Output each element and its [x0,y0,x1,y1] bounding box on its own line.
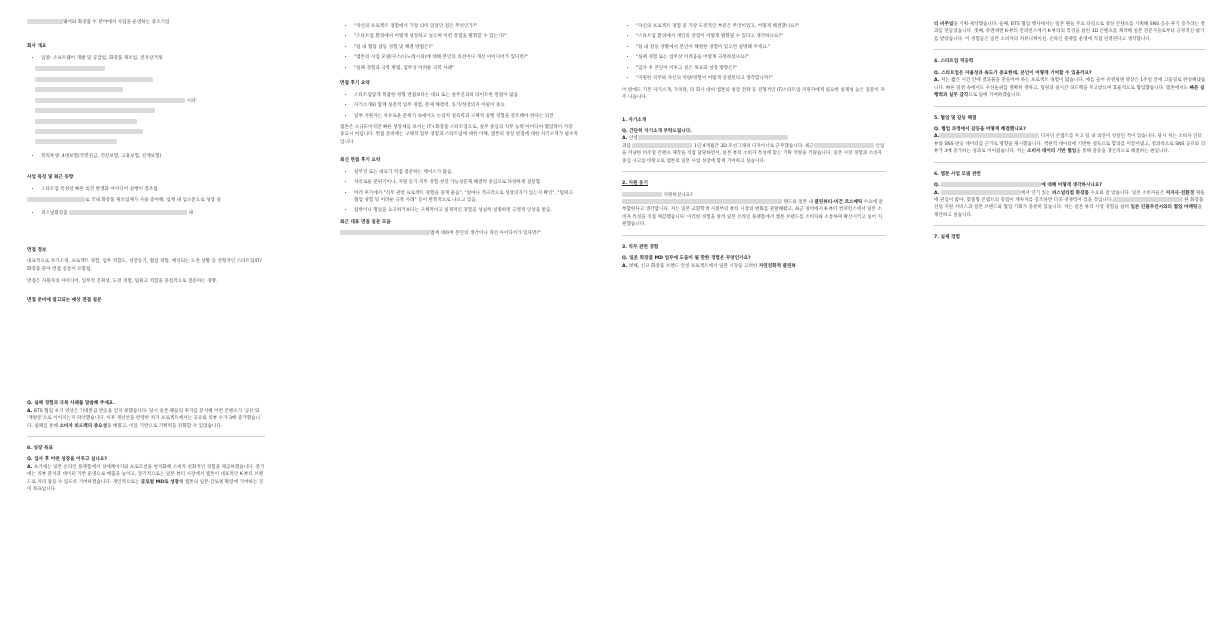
list-item-text: "실패 경험과 극복 방법, 업무상 어려운 극복 사례" [354,65,455,71]
paragraph [27,197,265,204]
list-item-text: 스타트업 특성상 빠른 의견 반영과 아이디어 실행이 강조됨 [41,186,158,192]
list-item-text: 자유로운 분위기이나, 지원 동기·직무 경험·성장 가능성문제 해결력 중심으로 다양하게 질문함. [354,180,542,186]
section-heading: 면접 준비에 참고되는 예상 면접 질문 [27,297,102,303]
section-heading: 최근 대표 면접 질문 모음 [340,219,391,225]
list-item-text: "실패 경험 또는 업무상 어려움을 어떻게 극복하셨나요?" [636,55,750,61]
paragraph [340,230,578,237]
section-heading: 최신 면접 후기 요약 [340,158,381,164]
divider [622,235,886,236]
redacted-text [35,119,137,124]
section-heading: 3. 직무 관련 경험 [622,244,659,250]
paragraph [27,278,265,285]
paragraph [27,258,265,273]
section-heading: 면접 정보 [27,248,47,253]
question-title: Q. 간단히 자기소개 부탁드립니다. [622,128,692,134]
section-heading: 7. 실제 경험 [934,235,960,241]
list-item-text: "입사 후 본인이 이루고 싶은 목표와 성장 방향은?" [636,65,738,71]
section-heading: 2. 지원 동기 [622,181,648,187]
answer-text: A. BTS 협업 초기 영상은 기대만큼 반응을 얻지 못했습니다. 당시 일본 팬들의 후기를 분석해 어떤 콘텐츠가 '공유'와 '재방문'으로 이어지는지 파악했습니다. 이후 개선안을 반영한 차기 프로젝트에서는 공유와 리뷰 수가 3배 증가했습니다. 실패를 통해 소비자 피드백의 중요성을 배웠고, 이를 기반으로 기획력을 강화할 수 있었습니다. [27,408,261,429]
question-title: Q. 에 대해 어떻게 생각하시나요? [934,183,1102,189]
redacted-text [340,230,430,235]
list-item-text: "팀 내 갈등 상황에서 본인이 해결한 경험이 있으면 설명해 주세요." [636,44,771,50]
section-heading: 회사 개요 [27,44,47,50]
list-item [636,75,886,82]
list-item-text: "스타트업 환경에서 개인의 강점이 어떻게 발휘될 수 있다고 생각하나요?" [636,34,784,40]
list-item [636,65,886,72]
answer-text: A. 디자인 콘셉트를 두고 팀 내 의견이 엇갈린 적이 있습니다. 당시 저는 소비자 인터뷰와 SNS 반응 데이터를 근거로 방향을 제시했습니다. 객관적 데이터에 기반한 설득으로 합의를 이끌어냈고, 결과적으로 SNS 공유와 리뷰가 3배 증가하는 성과로 이어졌습니다. 저는 소비자 데이터 기반 협업을 통해 갈등을 생산적으로 해결하는 편입니다. [934,134,1206,155]
redacted-line [35,66,265,73]
redacted-text [27,197,85,202]
list-item [354,190,578,205]
list-item-text: "자신의 프로젝트 경험 중 가장 도전적인 부분은 무엇이었고, 어떻게 해결했나요?" [636,24,800,29]
list-item-text: 자기소개와 함께 실전적 업무 경험, 문제 해결력, 동기/성장의지 어필이 중요 [354,103,505,109]
list-item-text: 실무진 또는 대표가 직접 질문하는 케이스가 많음. [354,169,453,175]
divider [622,171,886,172]
divider [934,162,1206,163]
divider [934,225,1206,226]
answer-text: 지원하셨나요? 랜드와 일본 내 클린뷰티·비건 코스메틱 수요에 잘 부합한다고 생각합니다. 저는 일본 교환학생 시절부터 뷰티 시장의 변화를 관찰해왔고, 최근 경력에서 K-뷰티 컨퍼런스에서 일본 소비자 특성을 직접 체감했습니다. 이러한 경험을 살려 일본 온라인 플랫폼에서 엠톤 브랜드를 소비자와 소통하며 확산시키고 싶어 지원했습니다. [622,192,883,228]
list-item [354,54,578,61]
paragraph-text: 면접은 지원자의 아이디어, 업무적 진취성, 도전 경험, 팀워크 역할을 중점적으로 질문하는 경향. [27,279,218,285]
section-heading: 사업 특징 및 최근 동향 [27,175,74,181]
column-4 [934,21,1206,246]
redacted-text [35,66,105,71]
list-item [354,113,578,120]
list-item-text: 여러 후기에서 "직무 관련 프로젝트 경험을 깊게 물음", "얼마나 적극적으로 성장의지가 있는지 확인", "팀워크·협업 경험 및 어려운 극복 사례" 등이 반복적으로 나오고 있음. [354,190,575,203]
divider [934,49,1206,50]
list-item-text: 스타트업답게 복잡한 정형 면접보다는 대표 또는 실무진과의 타이트한 면접이 많음 [354,92,519,98]
paragraph-text: 엠에 대하여 본인의 생각이나 개선 아이디어가 있다면?" [430,231,541,237]
list-item-text: "자신의 프로젝트 경험에서 가장 의미 있었던 점은 무엇인가?" [354,24,478,29]
redacted-text [69,210,187,215]
list-item [354,179,578,186]
spacer [27,164,265,174]
redacted-line [35,108,265,115]
redacted-line [35,139,265,146]
spacer [27,221,265,247]
list-item [41,210,265,217]
redacted-text [35,108,155,113]
redacted-text [35,98,185,103]
list-item [41,153,265,160]
bullet-list [622,23,886,83]
question-title: Q. 실패 경험과 극복 사례를 말씀해 주세요. [27,401,115,407]
bullet-list [340,92,578,120]
answer-text: A. 안녕 과를 1년 4개월간 3D 모션그래픽 디자이너로 근무했습니다. 최근 산업을 겨냥한 비주얼 콘텐츠 제작을 직접 담당하면서, 일본 뷰티 소비자 특성에 맞는 기획 역량을 키웠습니다. 일본 시장 경험과 소비자 중심 사고를 바탕으로 엠톤의 일본 사업 성장에 함께 기여하고 싶습니다. [622,136,885,164]
answer-text: A. 저는 짧은 시간 안에 결과물을 만들어야 하는 프로젝트 경험이 많습니다. 예를 들어 쥬엔제엔 영상은 1주일 안에 고품질로 완성해냈습니다. 빠른 일정 속에서도 우선순위를 명확히 정하고, 팀원과 실시간 피드백을 주고받으며 효율적으로 협업했습니다. 엠톤에서도 빠른 실행력과 실무 감각으로 팀에 기여하겠습니다. [934,78,1206,99]
divider [27,436,265,437]
list-item [354,92,578,99]
list-item-text: "엠톤의 사업 모델(쿠스/나노레시피)에 대해 본인의 의견이나 개선 아이디어가 있다면?" [354,55,529,61]
redacted-line [35,119,265,126]
redacted-text [35,139,117,144]
spacer [622,107,886,117]
redacted-text [35,87,123,92]
section-heading: 6. 엠톤 사업 모델 관련 [934,171,981,177]
answer-text: A. 첫째, 신규 화장품 브랜드 런칭 프로젝트에서 일본 시장을 고려한 자연친화적 클린뷰 [622,263,796,269]
redacted-block [35,66,265,147]
column-1 [27,19,265,499]
divider [934,106,1206,107]
paragraph [340,124,578,146]
answer-text: A. 에서 인기 있는 퍼스널티컬 화장품 수요와 잘 맞습니다. 일본 소비자들은 저자극·친환경 제품에 관심이 많아, 맞춤형 콘셉트의 강점이 재차지를 강조하면 더욱 경쟁력이 있을 것입니다. 한 화장품 선업 지원 서비스과 일본 브랜드와 협업 기회가 충분히 있습니다. 저는 일본 뷰티 시장 경험을 살려 일본 인플루언서와의 협업 마케팅을 제안하고 싶습니다. [934,190,1205,218]
redacted-line [35,77,265,84]
list-item-text: "팀 내 협업 갈등 경험 및 해결 방법은?" [354,44,434,50]
redacted-line [35,98,265,105]
list-item [354,23,578,30]
redacted-line [35,129,265,136]
answer-text: A. 초기에는 일본 온라인 플랫폼에서 상세페이지와 프로모션을 현지화해 소비자 친화적인 경험을 제공하겠습니다. 중기에는 리뷰 분석과 데이터 기반 운영으로 매출을 높이고, 장기적으로는 일본 뷰티 시장에서 엠톤이 대표적인 K-뷰티 브랜드로 자리 잡을 수 있도록 기여하겠습니다. 개인적으로는 글로벌 MD로 성장해 엠톤의 일본·글로벌 확장에 기여하는 것이 목표입니다. [27,464,265,493]
column-3 [622,23,886,275]
list-item [354,33,578,40]
bullet-list [340,169,578,215]
redacted-text [27,19,63,24]
bullet-list [27,153,265,160]
list-item [41,186,265,193]
list-item-text: 업종: 소프트웨어 개발 및 공급업, 화장품 제조업, 전자상거래 [41,55,163,61]
bullet-list [27,186,265,193]
answer-text: 티 비주얼을 기획·제작했습니다. 둘째, BTS 협업 행사에서는 일본 팬들 주요 타깃으로 영상 콘텐츠를 기획해 SNS 공유·후기 증가라는 결과를 만들었습니다. 셋째, 쥬엔제엔 K-뷰티 컨퍼런스에서 K-뷰티의 특징을 살린 3D 콘텐츠를 제작해 일본 전문가들로부터 긍정적인 평가를 받았습니다. 이 경험들은 일본 소비자의 커뮤니케이션, 온라인 플랫폼 운영에 직접 연결된다고 생각합니다. [934,22,1205,42]
bullet-list [27,210,265,217]
section-heading: 1. 자기소개 [622,117,647,123]
question-title: Q. 협업 과정에서 갈등을 어떻게 해결했나요? [934,126,1026,132]
list-item-text: 퍼스널화장품 [41,210,70,216]
question-title: Q. 스타트업은 자율성과 속도가 중요한데, 본인이 어떻게 기여할 수 있을까요? [934,70,1092,76]
paragraph-text: 로 국내 화장품 제조업체가 사용 증어해, 업계 내 입소문으로 성장 중 [85,198,221,204]
list-item-text: 세 [187,210,193,216]
list-item [354,102,578,109]
paragraph [622,87,886,102]
redacted-line [35,87,265,94]
bullet-list [27,55,265,62]
list-item-text: "지원한 직무와 자신의 역량/경험이 어떻게 연결된다고 생각합니까?" [636,76,773,82]
paragraph [27,19,265,26]
section-heading: 8. 성장 목표 [27,445,53,451]
spacer [27,31,265,43]
list-item [354,65,578,72]
list-item [636,44,886,51]
list-item [41,55,265,62]
list-item-text: 복리후생: 4대보험(국민연금, 건강보험, 고용보험, 산재보험) [41,153,162,159]
list-item [636,54,886,61]
section-heading: 4. 스타트업 적응력 [934,59,974,65]
list-item-text: 압박이나 형업을 요구하기보다는 구체적이고 실제적인 경험을 성실히 설명하면 긍정적 인상을 받음. [354,208,553,214]
list-item-text: "스타트업 환경에서 어떻게 성장하고 싶으며 어떤 강점을 발휘할 수 있는가?" [354,34,507,40]
redacted-text [35,77,153,82]
question-title: Q. 일본 화장품 MD 업무에 도움이 될 만한 경험은 무엇인가요? [622,256,751,262]
list-item [354,44,578,51]
paragraph-text: 웨어와 화장품 두 분야에서 사업을 운영하는 중소기업 [63,20,170,25]
list-item [636,23,886,30]
redacted-line-suffix: 시피' [185,98,197,104]
section-heading: 면접 후기 요약 [340,81,370,87]
list-item-text: 일부 지원자는 자유로운 분위기 속에서도 논리적 설득력과 구체적 실행 경험을 강조해야 한다는 의견 [354,113,554,119]
list-item [354,169,578,176]
section-heading: 5. 협업 및 갈등 해결 [934,115,977,121]
list-item [354,207,578,214]
column-2 [340,23,578,243]
bullet-list [340,23,578,72]
question-title: Q. 입사 후 어떤 성장을 이루고 싶나요? [27,457,108,463]
redacted-text [35,129,143,134]
paragraph-text: 엠톤은 소규모이지만 빠른 성장세를 보이는 IT+화장품 스타트업으로, 실무 중심의 직무 능력·아이디어·협업력이 가장 중요시 여깁니다. 면접 준비에는 구체적 업무 경험과 스타트업에 대한 이해, 엠톤의 성장 관점에 대한 자기소개가 필수적입니다. [340,124,578,145]
list-item [636,33,886,40]
paragraph-text: 대표적으로 자기소개, 프로젝트 경험, 업무 적합도, 성장동기, 협업 경험, 예상되는 도전 상황 등 전형적인 스타트업/IT/화장품 분야 면접 질문이 포함됨. [27,259,262,272]
paragraph-text: 이 밖에도 기본 자기소개, 가치관, 타 회사 대비 엠톤의 성장 전략 등 전형적인 IT/스타트업 지원자에게 필요한 실제성 높은 질문이 자주 나옵니다. [622,87,885,101]
spacer [27,308,265,400]
